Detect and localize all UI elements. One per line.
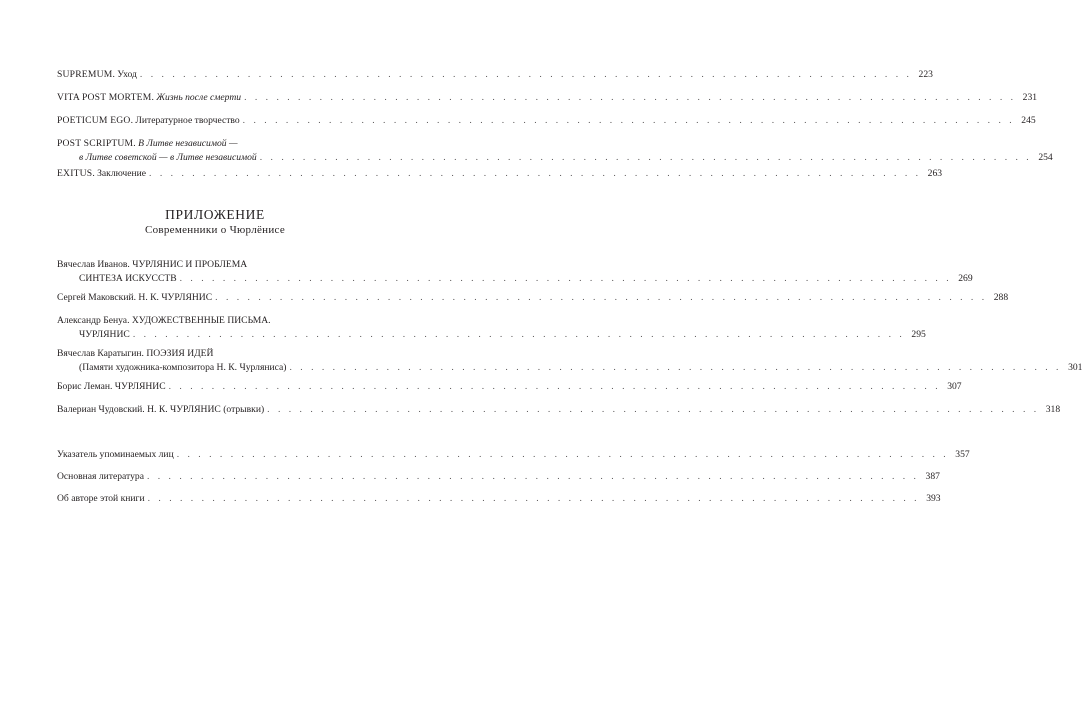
toc-entry-supremum: SUPREMUM. Уход . . . 223 — [57, 68, 373, 82]
entry-author: Валериан Чудовский. — [57, 404, 145, 415]
entry-author: Борис Леман. — [57, 381, 113, 392]
page-number: 387 — [925, 471, 940, 482]
entry-title: Об авторе этой книги — [57, 493, 145, 504]
entry-continuation: СИНТЕЗА ИСКУССТВ — [79, 273, 177, 284]
appendix-heading: ПРИЛОЖЕНИЕ — [165, 207, 265, 222]
leader-dots — [289, 361, 1061, 375]
toc-entry-about-author — [57, 492, 941, 506]
page-number: 231 — [1022, 92, 1038, 103]
leader-dots — [147, 470, 919, 484]
entry-title: Основная литература — [57, 471, 144, 482]
toc-entry-chudovsky — [57, 403, 1061, 417]
toc-entry-benois — [57, 314, 926, 342]
toc-entry-karatygin — [57, 347, 1082, 375]
entry-subtitle: В Литве независимой — — [138, 138, 238, 149]
page-number: 288 — [993, 292, 1009, 303]
page-number: 269 — [958, 273, 973, 284]
entry-author: Сергей Маковский. — [57, 292, 136, 303]
entry-author: Вячеслав Каратыгин. — [57, 348, 144, 359]
toc-entry-makovsky — [57, 291, 1009, 305]
leader-dots — [169, 380, 941, 394]
entry-author: Вячеслав Иванов. — [57, 259, 130, 270]
entry-title: Н. К. ЧУРЛЯНИС — [138, 292, 213, 303]
toc-entry-leman — [57, 380, 962, 394]
leader-dots — [140, 68, 912, 82]
page-number: 357 — [955, 449, 970, 460]
leader-dots — [243, 114, 1015, 128]
entry-title: ЧУРЛЯНИС И ПРОБЛЕМА — [132, 259, 248, 270]
entry-subtitle: Заключение — [97, 168, 147, 179]
entry-title: Указатель упоминаемых лиц — [57, 449, 174, 460]
entry-title: Н. К. ЧУРЛЯНИС (отрывки) — [147, 404, 265, 415]
page-number: 245 — [1021, 115, 1036, 126]
leader-dots — [133, 328, 905, 342]
entry-continuation: ЧУРЛЯНИС — [79, 329, 130, 340]
leader-dots — [267, 403, 1039, 417]
entry-title: POETICUM EGO — [57, 115, 131, 126]
leader-dots — [148, 492, 920, 506]
page-number: 393 — [926, 493, 941, 504]
page-number: 301 — [1068, 362, 1082, 373]
leader-dots — [180, 272, 952, 286]
page-number: 263 — [927, 168, 943, 179]
leader-dots — [215, 291, 987, 305]
page-number: 318 — [1045, 404, 1061, 415]
page-number: 307 — [947, 381, 962, 392]
entry-title: ХУДОЖЕСТВЕННЫЕ ПИСЬМА. — [131, 315, 271, 326]
toc-entry-post-scriptum: POST SCRIPTUM. В Литве независимой — в Литве советской — в Литве независимой . . . 254 — [57, 137, 373, 165]
page-number: 295 — [911, 329, 926, 340]
entry-continuation: в Литве советской — в Литве независимой — [79, 152, 257, 163]
entry-title: EXITUS — [57, 168, 93, 179]
toc-entry-index — [57, 448, 970, 462]
toc-entry-vita-post-mortem: VITA POST MORTEM. Жизнь после смерти . . . 231 — [57, 91, 373, 105]
toc-entry-ivanov — [57, 258, 973, 286]
entry-subtitle: Жизнь после смерти — [156, 92, 242, 103]
appendix-subheading: Современники о Чюрлёнисе — [144, 224, 286, 236]
toc-entry-exitus: EXITUS. Заключение . . . 263 — [57, 167, 373, 181]
page-number: 223 — [918, 69, 933, 80]
leader-dots — [260, 151, 1032, 165]
entry-title: ЧУРЛЯНИС — [114, 381, 166, 392]
entry-subtitle: Уход — [117, 69, 137, 80]
page-number: 254 — [1038, 152, 1053, 163]
toc-entry-poeticum-ego: POETICUM EGO. Литературное творчество . . . 245 — [57, 114, 373, 128]
toc-entry-bibliography — [57, 470, 940, 484]
entry-continuation: (Памяти художника-композитора Н. К. Чурляниса) — [79, 362, 287, 373]
leader-dots — [149, 167, 921, 181]
entry-title: VITA POST MORTEM — [57, 92, 152, 103]
leader-dots — [177, 448, 949, 462]
entry-title: POST SCRIPTUM — [57, 138, 134, 149]
entry-title: SUPREMUM — [57, 69, 113, 80]
entry-subtitle: Литературное творчество — [135, 115, 240, 126]
leader-dots — [244, 91, 1016, 105]
entry-title: ПОЭЗИЯ ИДЕЙ — [146, 348, 214, 359]
entry-author: Александр Бенуа. — [57, 315, 130, 326]
